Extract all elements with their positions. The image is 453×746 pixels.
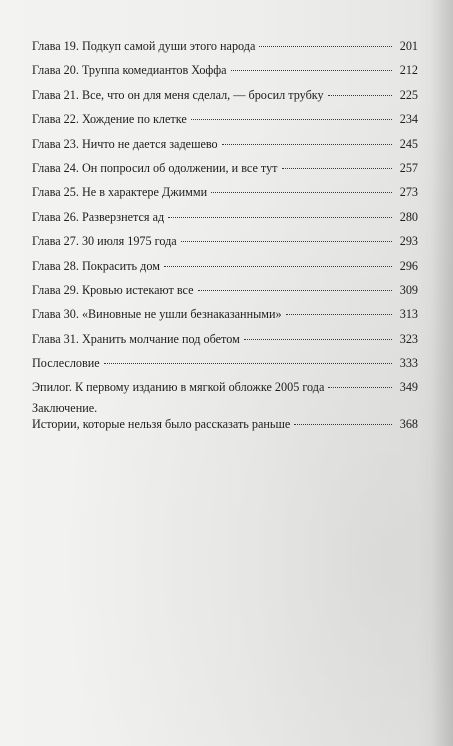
dot-leader bbox=[222, 144, 392, 145]
toc-entry-title: Глава 22. Хождение по клетке bbox=[32, 112, 187, 127]
toc-entry-row bbox=[32, 132, 418, 156]
toc-entry-row bbox=[32, 107, 418, 131]
toc-entry-row bbox=[32, 375, 418, 399]
toc-entry bbox=[32, 156, 418, 180]
toc-entry bbox=[32, 351, 418, 375]
toc-entry-title: Глава 21. Все, что он для меня сделал, — бросил трубку bbox=[32, 87, 324, 102]
toc-entry-row bbox=[32, 254, 418, 278]
toc-entry-title: Глава 25. Не в характере Джимми bbox=[32, 185, 208, 200]
dot-leader bbox=[328, 387, 392, 388]
toc-entry-title: Глава 19. Подкуп самой души этого народа bbox=[32, 39, 256, 53]
toc-entry bbox=[32, 83, 418, 107]
dot-leader bbox=[168, 217, 392, 218]
toc-entry-title: Глава 31. Хранить молчание под обетом bbox=[32, 331, 240, 346]
toc-entry-row bbox=[32, 58, 418, 82]
toc-entry-title: Глава 24. Он попросил об одолжении, и все тут bbox=[32, 160, 278, 175]
toc-entry-conclusion bbox=[32, 400, 418, 440]
table-of-contents bbox=[32, 34, 418, 440]
toc-entry bbox=[32, 58, 418, 82]
toc-entry-title: Эпилог. К первому изданию в мягкой обложке 2005 года bbox=[32, 380, 325, 395]
toc-entry-page-number: 349 bbox=[399, 380, 418, 395]
toc-entry bbox=[32, 375, 418, 399]
toc-entry-title: Глава 23. Ничто не дается задешево bbox=[32, 136, 218, 151]
toc-entry-row bbox=[32, 34, 418, 58]
dot-leader bbox=[282, 168, 393, 169]
toc-entry-page-number: 245 bbox=[399, 136, 418, 151]
toc-entry bbox=[32, 180, 418, 204]
toc-entry-heading-line bbox=[32, 400, 418, 416]
dot-leader bbox=[259, 46, 392, 47]
toc-entry-title: Истории, которые нельзя было рассказать раньше bbox=[32, 416, 291, 431]
toc-entry-page-number: 323 bbox=[399, 331, 418, 346]
toc-entry-page-number: 212 bbox=[399, 63, 418, 78]
dot-leader bbox=[104, 363, 392, 364]
toc-entry-page-number: 309 bbox=[399, 282, 418, 297]
dot-leader bbox=[328, 95, 392, 96]
toc-entry-row bbox=[32, 416, 418, 432]
toc-entry-page-number: 234 bbox=[399, 112, 418, 127]
toc-entry-heading: Заключение. bbox=[32, 400, 98, 415]
toc-entry bbox=[32, 327, 418, 351]
dot-leader bbox=[164, 266, 392, 267]
toc-entry-page-number: 368 bbox=[399, 416, 418, 431]
toc-entry-page-number: 333 bbox=[399, 356, 418, 371]
toc-entry-row bbox=[32, 156, 418, 180]
toc-entry-page-number: 273 bbox=[399, 185, 418, 200]
toc-entry-row bbox=[32, 180, 418, 204]
toc-entry bbox=[32, 229, 418, 253]
toc-entry bbox=[32, 132, 418, 156]
page-edge-shadow bbox=[431, 0, 453, 746]
toc-entry-row bbox=[32, 229, 418, 253]
reverse-side-bleed-through bbox=[30, 478, 430, 728]
toc-entry-row bbox=[32, 83, 418, 107]
toc-entry-page-number: 280 bbox=[399, 209, 418, 224]
dot-leader bbox=[244, 339, 392, 340]
toc-entry-title: Глава 20. Труппа комедиантов Хоффа bbox=[32, 63, 227, 78]
dot-leader bbox=[231, 70, 392, 71]
toc-entry-title: Глава 30. «Виновные не ушли безнаказанными» bbox=[32, 307, 282, 322]
toc-entry bbox=[32, 278, 418, 302]
toc-entry bbox=[32, 254, 418, 278]
toc-entry-title: Глава 28. Покрасить дом bbox=[32, 258, 160, 273]
dot-leader bbox=[198, 290, 392, 291]
dot-leader bbox=[294, 424, 392, 425]
toc-entry-page-number: 293 bbox=[399, 234, 418, 249]
toc-entry-page-number: 201 bbox=[399, 39, 418, 53]
toc-entry-page-number: 225 bbox=[399, 87, 418, 102]
dot-leader bbox=[181, 241, 392, 242]
dot-leader bbox=[211, 192, 392, 193]
toc-entry-page-number: 296 bbox=[399, 258, 418, 273]
toc-entry-title: Глава 26. Разверзнется ад bbox=[32, 209, 165, 224]
dot-leader bbox=[191, 119, 392, 120]
dot-leader bbox=[286, 314, 392, 315]
toc-entry-row bbox=[32, 205, 418, 229]
toc-entry-title: Послесловие bbox=[32, 356, 100, 371]
toc-entry bbox=[32, 302, 418, 326]
toc-entry-title: Глава 27. 30 июля 1975 года bbox=[32, 234, 177, 249]
toc-entry-page-number: 257 bbox=[399, 160, 418, 175]
toc-entry-row bbox=[32, 278, 418, 302]
toc-entry bbox=[32, 34, 418, 58]
toc-entry-title: Глава 29. Кровью истекают все bbox=[32, 282, 194, 297]
toc-entry-row bbox=[32, 351, 418, 375]
toc-entry-page-number: 313 bbox=[399, 307, 418, 322]
toc-entry-row bbox=[32, 327, 418, 351]
toc-entry-row bbox=[32, 302, 418, 326]
toc-entry bbox=[32, 107, 418, 131]
toc-entry bbox=[32, 205, 418, 229]
